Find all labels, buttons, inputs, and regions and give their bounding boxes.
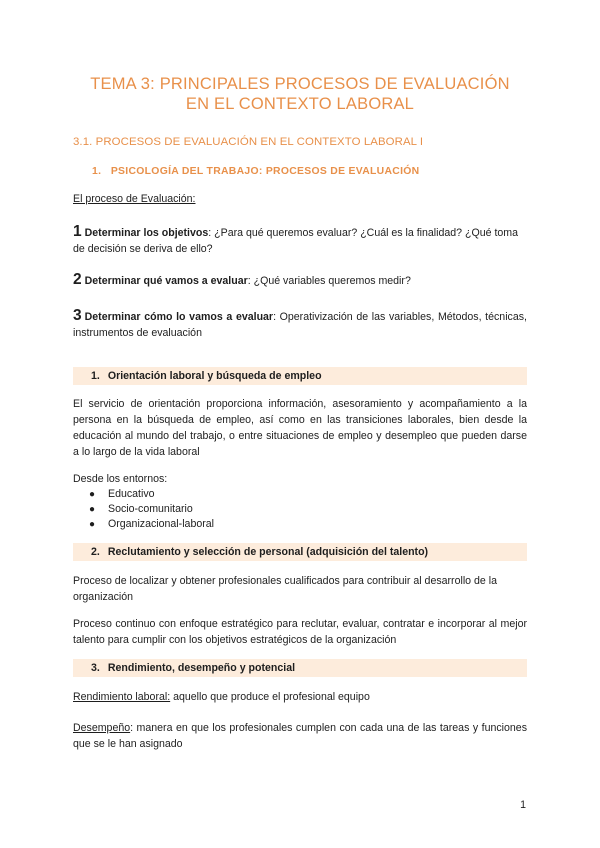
step-bold: Determinar los objetivos — [84, 227, 209, 239]
section-1-title: Orientación laboral y búsqueda de empleo — [107, 370, 322, 382]
step-1 — [73, 224, 527, 257]
step-number: 3 — [73, 307, 82, 324]
section-1-heading — [91, 367, 322, 385]
document-title — [40, 74, 560, 114]
step-2 — [73, 272, 527, 289]
section-2-number: 2. — [91, 546, 100, 558]
list-item: ● Socio-comunitario — [89, 503, 193, 515]
sub-heading — [92, 164, 419, 180]
title-line-2: EN EL CONTEXTO LABORAL — [185, 95, 415, 113]
bullet-icon: ● — [89, 489, 96, 500]
step-bold: Determinar qué vamos a evaluar — [84, 275, 248, 287]
step-number: 2 — [73, 271, 82, 288]
definition-term: Rendimiento laboral: — [73, 691, 171, 703]
sub-heading-number: 1. — [92, 166, 102, 177]
section-1-list — [73, 487, 214, 532]
definition-desempeno — [73, 720, 527, 752]
list-item: ● Educativo — [89, 488, 155, 500]
definition-text: : manera en que los profesionales cumplen con cada una de las tareas y funciones que se le han asignado — [73, 722, 527, 750]
section-3-number: 3. — [91, 662, 100, 674]
section-1-number: 1. — [91, 370, 100, 382]
step-text: : Operativización de las variables, Métodos, técnicas, instrumentos de evaluación — [73, 311, 527, 339]
section-2-title: Reclutamiento y selección de personal (adquisición del talento) — [107, 546, 429, 558]
section-2-paragraph-1: Proceso de localizar y obtener profesionales cualificados para contribuir al desarrollo de la organización — [73, 575, 497, 603]
section-1-list-intro: Desde los entornos: — [73, 473, 168, 485]
step-3 — [73, 308, 527, 341]
section-2-paragraph-2: Proceso continuo con enfoque estratégico para reclutar, evaluar, contratar e incorporar al mejor talento para cumplir con los objetivos estratégicos de la organización — [73, 618, 527, 646]
page-number: 1 — [520, 799, 526, 811]
title-line-1: TEMA 3: PRINCIPALES PROCESOS DE EVALUACIÓN — [90, 75, 510, 93]
definition-rendimiento — [73, 689, 527, 705]
bullet-icon: ● — [89, 519, 96, 530]
section-1-paragraph: El servicio de orientación proporciona información, asesoramiento y acompañamiento a la persona en la búsqueda de empleo, así como en las transiciones laborales, bien desde la educación al mundo del trabajo, o entre situaciones de empleo y desempleo que pueden darse a lo largo de la vida laboral — [73, 398, 527, 458]
intro-label: El proceso de Evaluación: — [73, 193, 196, 205]
definition-text: aquello que produce el profesional equipo — [170, 691, 370, 703]
step-number: 1 — [73, 223, 82, 240]
section-heading: 3.1. PROCESOS DE EVALUACIÓN EN EL CONTEXTO LABORAL I — [73, 136, 424, 148]
step-text: : ¿Qué variables queremos medir? — [247, 275, 411, 287]
step-text: : ¿Para qué queremos evaluar? ¿Cuál es la finalidad? ¿Qué toma de decisión se deriva de ello? — [73, 227, 519, 255]
section-3-heading — [91, 659, 295, 677]
bullet-icon: ● — [89, 504, 96, 515]
step-bold: Determinar cómo lo vamos a evaluar — [84, 311, 274, 323]
section-3-title: Rendimiento, desempeño y potencial — [107, 662, 296, 674]
list-item: ● Organizacional-laboral — [89, 518, 214, 530]
definition-term: Desempeño — [73, 722, 131, 734]
sub-heading-text: PSICOLOGÍA DEL TRABAJO: PROCESOS DE EVALUACIÓN — [110, 166, 420, 177]
section-2-heading — [91, 543, 428, 561]
